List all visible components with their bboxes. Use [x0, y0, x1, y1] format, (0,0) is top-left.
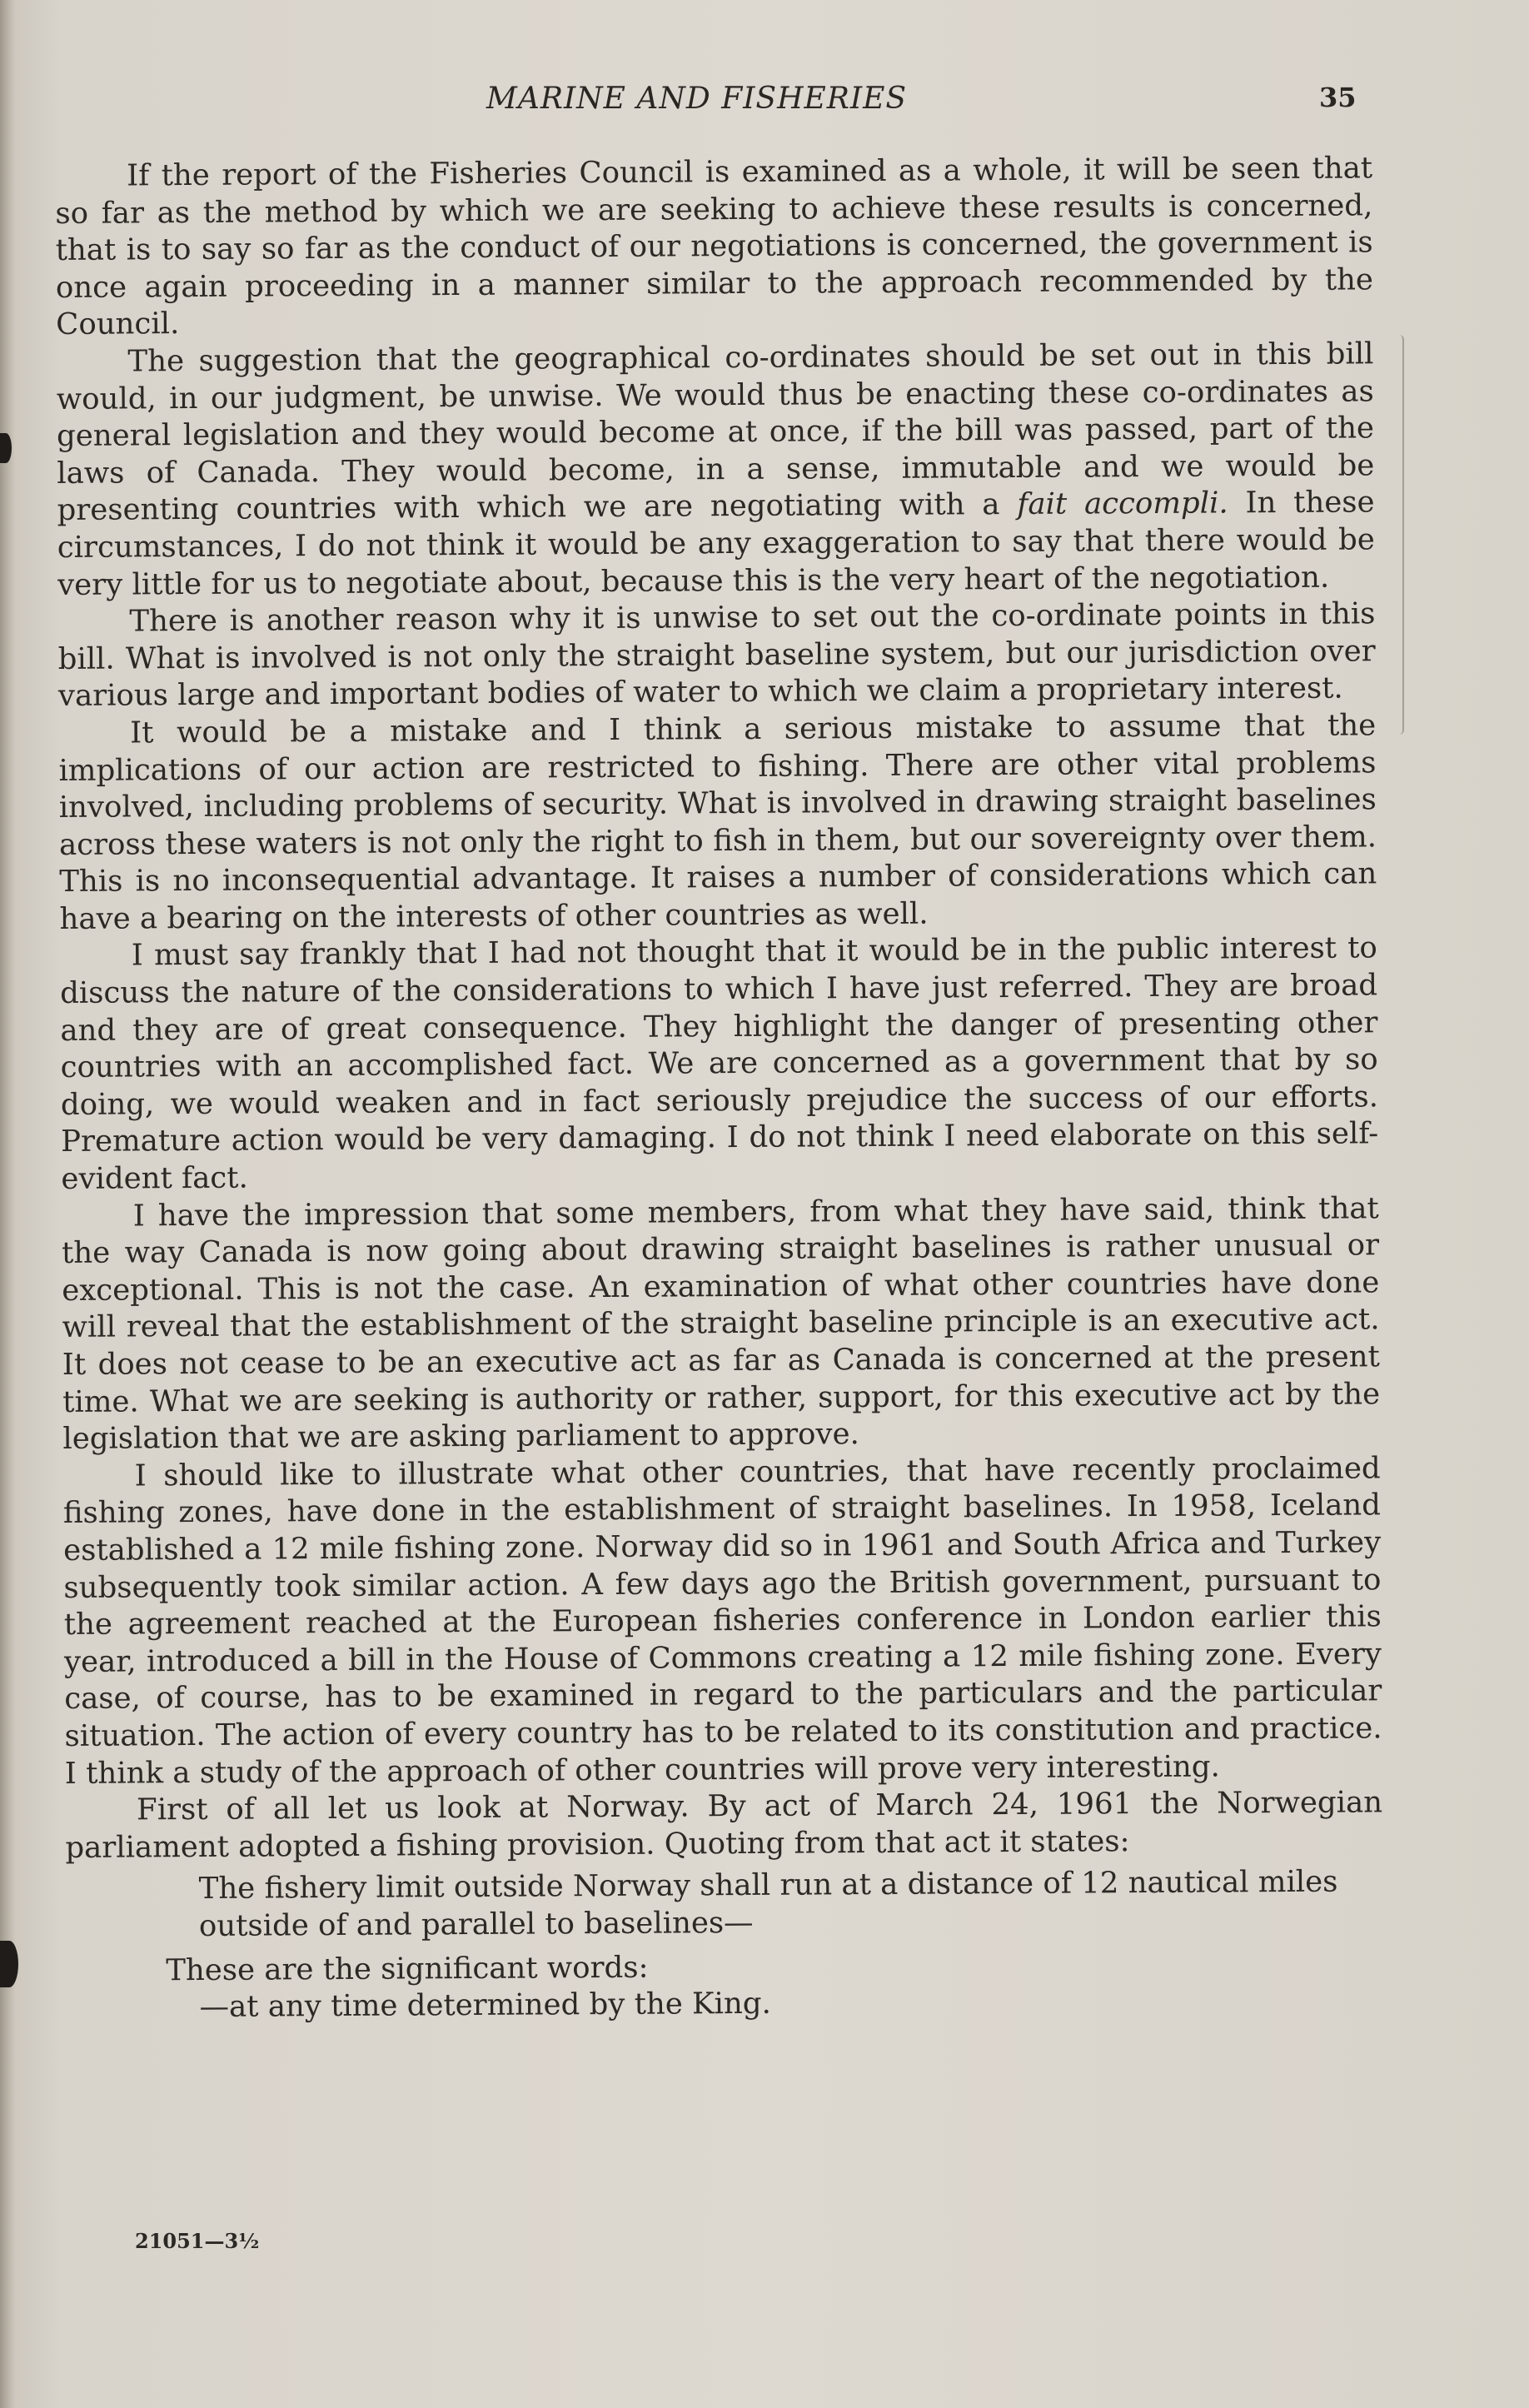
paragraph: These are the significant words: [166, 1950, 649, 1987]
paragraph: I have the impression that some members, from what they have said, think that the way Canada is now going about drawing straight baselines is rather unusual or exceptional. This is not the case. An examination of what other countries have done will reveal that the establishment of the straight baseline principle is an executive act. It does not cease to be an executive act as far as Canada is concerned at the present time. What we are seeking is authority or rather, support, for this executive act by the legislation that we are asking parliament to approve. [61, 1190, 1381, 1457]
page-number: 35 [1319, 82, 1357, 113]
paragraph: It would be a mistake and I think a serious mistake to assume that the implications of our action are restricted to fishing. There are other vital problems involved, including problems of security. What is involved in drawing straight baselines across these waters is not only the right to fish in them, but our sovereignty over them. This is no inconsequential advantage. It raises a number of considerations which can have a bearing on the interests of other countries as well. [58, 708, 1377, 936]
paragraph: There is another reason why it is unwise to set out the co-ordinate points in this bill. What is involved is not only the straight baseline system, but our jurisdiction over various large and important bodies of water to which we claim a proprietary interest. [57, 596, 1376, 714]
text-body [55, 150, 1384, 2027]
italic-phrase: fait accompli. [1017, 486, 1228, 522]
paragraph: First of all let us look at Norway. By act of March 24, 1961 the Norwegian parliament adopted a fishing provision. Quoting from that act it states: [65, 1785, 1383, 1865]
binding-hole [0, 1941, 18, 1987]
binding-shadow [0, 0, 15, 2408]
binding-hole [0, 433, 12, 463]
running-header [0, 82, 1529, 123]
paragraph: I must say frankly that I had not thought that it would be in the public interest to discuss the nature of the considerations to which I have just referred. They are broad and they are of great consequence. They highlight the danger of presenting other countries with an accomplished fact. We are concerned as a government that by so doing, we would weaken and in fact seriously prejudice the success of our efforts. Premature action would be very damaging. I do not think I need elaborate on this self-evident fact. [59, 930, 1379, 1197]
margin-pencil-mark [1387, 335, 1404, 735]
paragraph-text: The suggestion that the geographical co-ordinates should be set out in this bill would, in our judgment, be unwise. We would thus be enacting these co-ordinates as general legislation and they would become at once, if the bill was passed, part of the laws of Canada. They would become, in a sense, immutable and we would be presenting countries with which we are negotiating with a [56, 337, 1375, 528]
paragraph: I should like to illustrate what other countries, that have recently proclaimed fishing zones, have done in the establishment of straight baselines. In 1958, Iceland established a 12 mile fishing zone. Norway did so in 1961 and South Africa and Turkey subsequently took similar action. A few days ago the British government, pursuant to the agreement reached at the European fisheries conference in London earlier this year, introduced a bill in the House of Commons creating a 12 mile fishing zone. Every case, of course, has to be examined in regard to the particulars and the particular situation. The action of every country has to be related to its constitution and practice. I think a study of the approach of other countries will prove very interesting. [62, 1451, 1382, 1791]
printer-signature-code: 21051—3½ [135, 2229, 260, 2253]
block-quote: —at any time determined by the King. [199, 1986, 771, 2025]
running-title: MARINE AND FISHERIES [486, 82, 908, 116]
block-quote: The fishery limit outside Norway shall run at a distance of 12 nautical miles outside of and parallel to baselines— [198, 1864, 1338, 1943]
paragraph [56, 336, 1375, 604]
paragraph-text: In these circumstances, I do not think it would be any exaggeration to say that there would be very little for us to negotiate about, because this is the very heart of the negotiation. [57, 485, 1375, 602]
paragraph: If the report of the Fisheries Council is examined as a whole, it will be seen that so far as the method by which we are seeking to achieve these results is concerned, that is to say so far as the conduct of our negotiations is concerned, the government is once again proceeding in a manner similar to the approach recommended by the Council. [55, 151, 1374, 342]
